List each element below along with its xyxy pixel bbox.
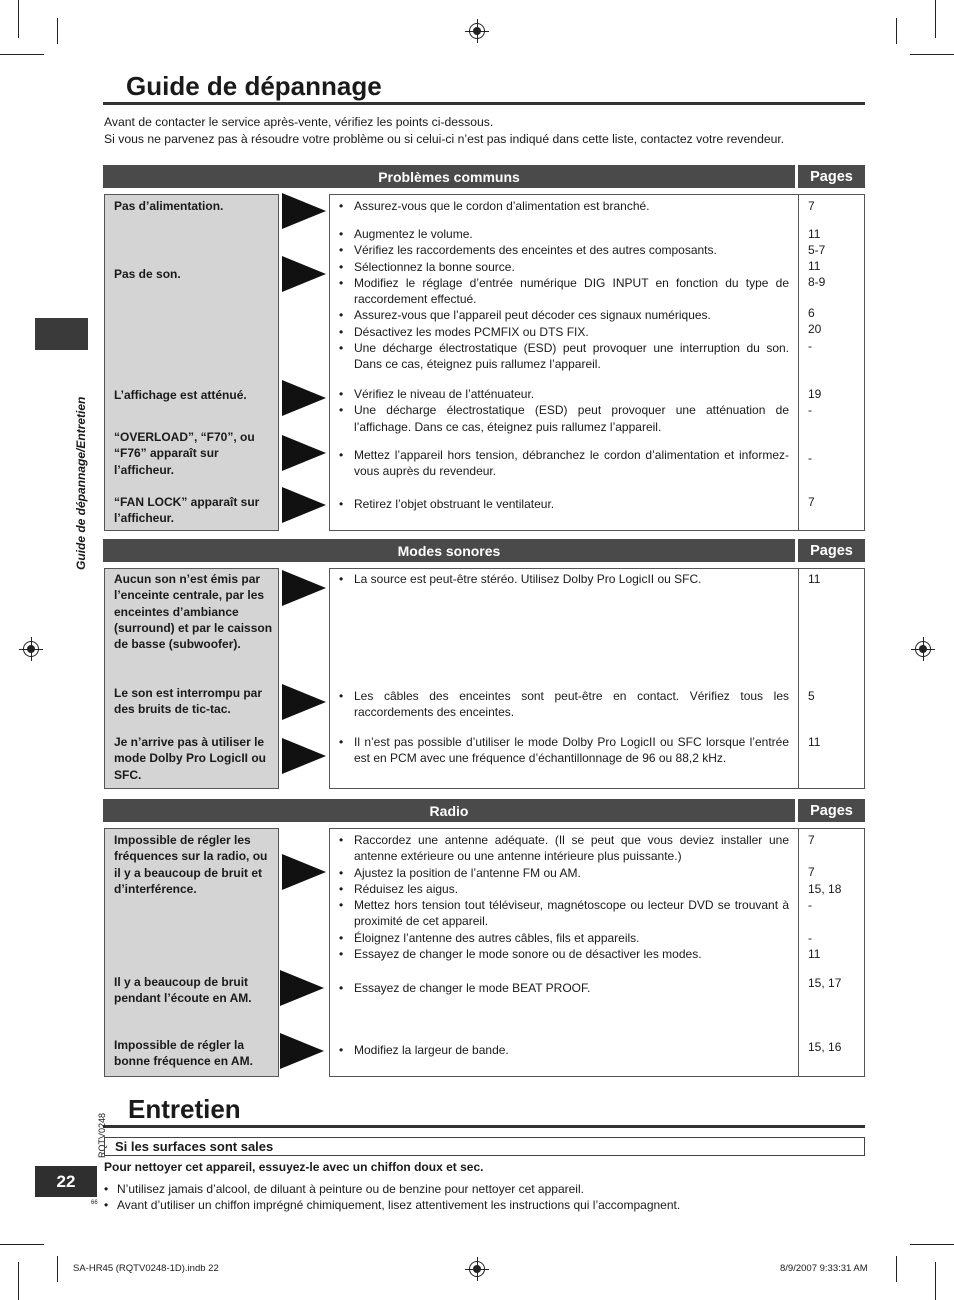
page-ref: - (808, 451, 812, 465)
solution-item: • Éloignez l’antenne des autres câbles, fils et appareils. (339, 930, 789, 946)
solution-item: • Raccordez une antenne adéquate. (Il se peut que vous deviez installer une antenne extérieure ou une antenne intérieure plus puissante.) (339, 832, 789, 865)
page-ref: 11 (808, 227, 821, 241)
arrow-right-icon (282, 570, 326, 606)
page-ref: 15, 17 (808, 976, 842, 990)
list-item (104, 1197, 680, 1213)
small-code: 66 (91, 1200, 98, 1206)
page-number: 22 (35, 1166, 97, 1197)
crop-mark (935, 0, 936, 38)
registration-mark-icon (469, 23, 485, 39)
arrow-right-icon (282, 854, 326, 890)
problem-label: Aucun son n’est émis par l’enceinte centrale, par les enceintes d’ambiance (surround) et par le caisson de basse (subwoofer). (114, 572, 273, 652)
page-ref: 7 (808, 833, 815, 847)
solution-item: • Essayez de changer le mode BEAT PROOF. (339, 980, 789, 996)
problem-label: Pas d’alimentation. (114, 199, 224, 213)
crop-mark (910, 1244, 954, 1245)
solution-item: • Mettez l’appareil hors tension, débranchez le cordon d’alimentation et informez-vous auprès du revendeur. (339, 447, 789, 480)
solution-item: • Désactivez les modes PCMFIX ou DTS FIX. (339, 324, 789, 340)
registration-mark-icon (469, 1261, 485, 1277)
crop-mark (910, 54, 954, 55)
pages-header: Pages (798, 799, 865, 822)
solution-block (339, 688, 789, 721)
page-ref: - (808, 898, 812, 912)
title-rule (103, 102, 865, 105)
solution-item: • Retirez l’objet obstruant le ventilateur. (339, 496, 789, 512)
problem-label: “OVERLOAD”, “F70”, ou “F76” apparaît sur l’afficheur. (114, 430, 255, 477)
crop-mark (18, 1262, 19, 1300)
crop-mark (0, 1244, 44, 1245)
registration-mark-icon (23, 641, 39, 657)
bullet: • (104, 1182, 109, 1196)
solution-item: • Essayez de changer le mode sonore ou de désactiver les modes. (339, 946, 789, 962)
title-rule (103, 1125, 865, 1128)
arrow-right-icon (282, 380, 326, 416)
bullet: • (104, 1198, 109, 1212)
page-ref: 11 (808, 735, 821, 749)
arrow-right-icon (280, 1033, 324, 1069)
problem-label: Impossible de régler les fréquences sur la radio, ou il y a beaucoup de bruit et d’interférence. (114, 833, 268, 896)
solution-item: • Assurez-vous que l’appareil peut décoder ces signaux numériques. (339, 307, 789, 323)
crop-mark (896, 1256, 897, 1282)
arrow-right-icon (282, 193, 326, 229)
bullet-text: N’utilisez jamais d’alcool, de diluant à peinture ou de benzine pour nettoyer cet appareil. (117, 1182, 584, 1196)
solution-item: • La source est peut-être stéréo. Utilisez Dolby Pro LogicII ou SFC. (339, 571, 789, 587)
crop-mark (896, 18, 897, 44)
problem-label: Le son est interrompu par des bruits de tic-tac. (114, 686, 263, 717)
solution-item: • Sélectionnez la bonne source. (339, 259, 789, 275)
solution-block (339, 386, 789, 435)
side-tab (35, 318, 88, 350)
page-ref: 7 (808, 495, 815, 509)
page-ref: 7 (808, 865, 815, 879)
solution-item: • Modifiez le réglage d’entrée numérique DIG INPUT en fonction du type de raccordement effectué. (339, 275, 789, 308)
section-header-radio: Radio (103, 799, 795, 822)
page-ref: 15, 18 (808, 882, 842, 896)
page-ref: 5 (808, 689, 815, 703)
solution-item: • Les câbles des enceintes sont peut-être en contact. Vérifiez tous les raccordements des enceintes. (339, 688, 789, 721)
solution-item: • Réduisez les aigus. (339, 881, 789, 897)
page-title: Guide de dépannage (126, 71, 382, 101)
solution-block (339, 1042, 789, 1058)
footer-file: SA-HR45 (RQTV0248-1D).indb 22 (73, 1263, 219, 1274)
registration-mark-icon (915, 641, 931, 657)
solution-block (339, 447, 789, 480)
crop-mark (935, 1262, 936, 1300)
solution-block (339, 980, 789, 996)
subsection-header: Si les surfaces sont sales (104, 1137, 865, 1156)
solution-block (339, 496, 789, 512)
pages-divider (798, 568, 800, 789)
arrow-right-icon (282, 256, 326, 292)
arrow-right-icon (282, 738, 326, 774)
pages-divider (798, 194, 800, 531)
solution-item: • Ajustez la position de l’antenne FM ou AM. (339, 865, 789, 881)
problem-label: “FAN LOCK” apparaît sur l’afficheur. (114, 495, 260, 526)
pages-header: Pages (798, 165, 865, 188)
solution-block (339, 226, 789, 373)
solution-item: • Assurez-vous que le cordon d’alimentation est branché. (339, 198, 789, 214)
page-ref: - (808, 931, 812, 945)
solution-item: • Vérifiez le niveau de l’atténuateur. (339, 386, 789, 402)
solution-item: • Augmentez le volume. (339, 226, 789, 242)
page-ref: 7 (808, 199, 815, 213)
bullet-text: Avant d’utiliser un chiffon imprégné chimiquement, lisez attentivement les instructions qui l’accompagnent. (117, 1198, 681, 1212)
cleaning-instruction: Pour nettoyer cet appareil, essuyez-le avec un chiffon doux et sec. (104, 1160, 484, 1174)
solution-block (339, 734, 789, 767)
solution-item: • Une décharge électrostatique (ESD) peut provoquer une atténuation de l’affichage. Dans ce cas, éteignez puis rallumez l’appareil. (339, 402, 789, 435)
problem-label: Il y a beaucoup de bruit pendant l’écoute en AM. (114, 975, 252, 1006)
section-header-modes-sonores: Modes sonores (103, 539, 795, 562)
solution-item: • Une décharge électrostatique (ESD) peut provoquer une interruption du son. Dans ce cas, éteignez puis rallumez l’appareil. (339, 340, 789, 373)
arrow-right-icon (280, 970, 324, 1006)
page-ref: 6 (808, 306, 815, 320)
crop-mark (57, 18, 58, 44)
problem-column (104, 194, 279, 531)
page-ref: 15, 16 (808, 1040, 842, 1054)
problem-label: Pas de son. (114, 267, 181, 281)
page-ref: 19 (808, 387, 822, 401)
intro-line-1: Avant de contacter le service après-vente, vérifiez les points ci-dessous. (104, 115, 494, 129)
crop-mark (0, 54, 44, 55)
solution-item: • Mettez hors tension tout téléviseur, magnétoscope ou lecteur DVD se trouvant à proximité de cet appareil. (339, 897, 789, 930)
intro-line-2: Si vous ne parvenez pas à résoudre votre problème ou si celui-ci n’est pas indiqué dans cette liste, contactez votre revendeur. (104, 132, 785, 146)
page-ref: - (808, 339, 812, 353)
page-ref: 20 (808, 322, 822, 336)
page-ref: 11 (808, 259, 821, 273)
solution-item: • Il n’est pas possible d’utiliser le mode Dolby Pro LogicII ou SFC lorsque l’entrée est en PCM avec une fréquence d’échantillonnage de 96 ou 88,2 kHz. (339, 734, 789, 767)
footer-date: 8/9/2007 9:33:31 AM (780, 1263, 868, 1274)
solution-block (339, 832, 789, 962)
section-title-entretien: Entretien (128, 1094, 241, 1124)
solution-block (339, 571, 789, 587)
page-ref: 11 (808, 947, 821, 961)
crop-mark (18, 0, 19, 38)
arrow-right-icon (282, 435, 326, 471)
arrow-right-icon (282, 487, 326, 523)
problem-label: Impossible de régler la bonne fréquence en AM. (114, 1038, 253, 1069)
page-ref: 11 (808, 572, 821, 586)
solution-item: • Modifiez la largeur de bande. (339, 1042, 789, 1058)
side-label: Guide de dépannage/Entretien (74, 396, 88, 570)
section-header-problemes-communs: Problèmes communs (103, 165, 795, 188)
page-ref: - (808, 403, 812, 417)
doc-code: RQTV0248 (97, 1112, 107, 1158)
solution-item: • Vérifiez les raccordements des enceintes et des autres composants. (339, 242, 789, 258)
solution-block (339, 198, 789, 214)
crop-mark (57, 1256, 58, 1282)
problem-label: L’affichage est atténué. (114, 388, 247, 402)
problem-label: Je n’arrive pas à utiliser le mode Dolby Pro LogicII ou SFC. (114, 735, 267, 782)
pages-divider (798, 828, 800, 1077)
pages-header: Pages (798, 539, 865, 562)
list-item (104, 1181, 584, 1197)
arrow-right-icon (282, 684, 326, 720)
page-ref: 5-7 (808, 243, 826, 257)
page-ref: 8-9 (808, 275, 826, 289)
